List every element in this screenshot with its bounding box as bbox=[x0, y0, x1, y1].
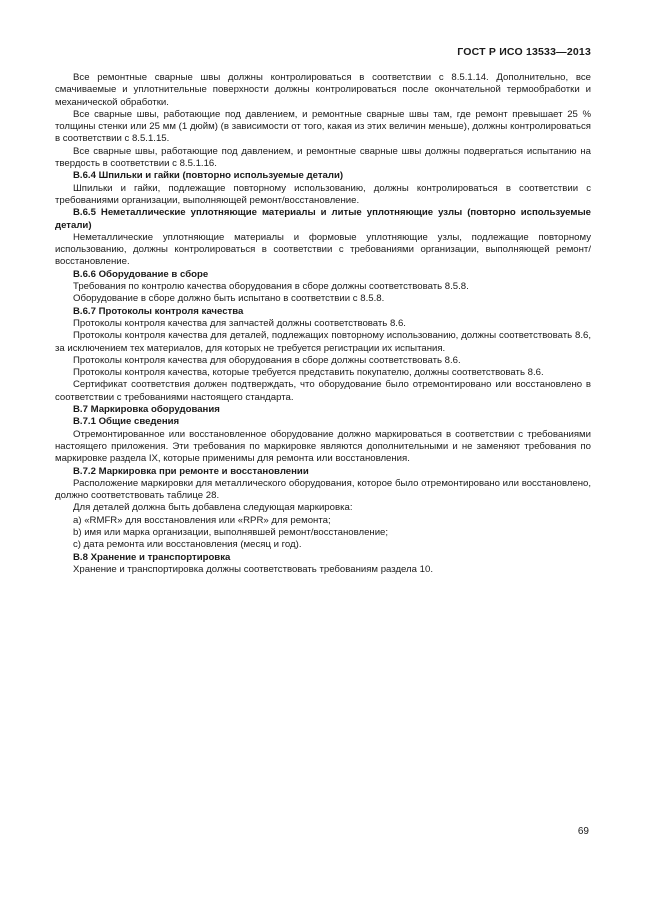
paragraph: Все ремонтные сварные швы должны контролироваться в соответствии с 8.5.1.14. Дополнительно, все смачиваемые и уплотнительные поверхности должны контролироваться после окончательной термообработки и механической обработки. bbox=[55, 72, 591, 108]
paragraph: Протоколы контроля качества, которые требуется представить покупателю, должны соответствовать 8.6. bbox=[73, 367, 544, 379]
section-heading: В.6.7 Протоколы контроля качества bbox=[73, 305, 244, 317]
section-heading: В.6.6 Оборудование в сборе bbox=[73, 268, 209, 280]
paragraph: Сертификат соответствия должен подтверждать, что оборудование было отремонтировано или восстановлено в соответствии с требованиями настоящего стандарта. bbox=[55, 379, 591, 403]
paragraph: Оборудование в сборе должно быть испытано в соответствии с 8.5.8. bbox=[73, 293, 385, 305]
section-heading: В.6.5 Неметаллические уплотняющие материалы и литые уплотняющие узлы (повторно используемые детали) bbox=[55, 207, 591, 231]
section-heading: В.6.4 Шпильки и гайки (повторно используемые детали) bbox=[73, 170, 344, 182]
page-number: 69 bbox=[577, 826, 589, 837]
paragraph: Шпильки и гайки, подлежащие повторному использованию, должны контролироваться в соответствии с требованиями организации, выполняющей ремонт/восстановление. bbox=[55, 182, 591, 206]
paragraph: Все сварные швы, работающие под давлением, и ремонтные сварные швы должны подвергаться испытанию на твердость в соответствии с 8.5.1.16. bbox=[55, 145, 591, 170]
paragraph: Для деталей должна быть добавлена следующая маркировка: bbox=[73, 502, 353, 514]
document-body bbox=[55, 72, 591, 576]
list-item: c) дата ремонта или восстановления (месяц и год). bbox=[73, 539, 302, 551]
paragraph: Протоколы контроля качества для запчастей должны соответствовать 8.6. bbox=[73, 317, 406, 329]
document-header: ГОСТ Р ИСО 13533—2013 bbox=[457, 46, 591, 58]
list-item: b) имя или марка организации, выполнявшей ремонт/восстановление; bbox=[73, 526, 389, 538]
paragraph: Требования по контролю качества оборудования в сборе должны соответствовать 8.5.8. bbox=[73, 281, 469, 293]
section-heading: В.7.1 Общие сведения bbox=[73, 416, 180, 428]
section-heading: В.7 Маркировка оборудования bbox=[73, 404, 220, 416]
list-item: a) «RMFR» для восстановления или «RPR» для ремонта; bbox=[73, 514, 331, 526]
paragraph: Отремонтированное или восстановленное оборудование должно маркироваться в соответствии с требованиями настоящего приложения. Эти требования по маркировке являются дополнительными и не заменяют требования по маркировке раздела IX, которые применимы для ремонта или восстановления. bbox=[55, 428, 591, 465]
paragraph: Протоколы контроля качества для деталей, подлежащих повторному использованию, должны соответствовать 8.6, за исключением тех материалов, для которых не требуется регистрации их испытания. bbox=[55, 330, 591, 354]
section-heading: В.8 Хранение и транспортировка bbox=[73, 551, 231, 563]
section-heading: В.7.2 Маркировка при ремонте и восстановлении bbox=[73, 465, 309, 477]
paragraph: Протоколы контроля качества для оборудования в сборе должны соответствовать 8.6. bbox=[73, 354, 461, 366]
paragraph: Неметаллические уплотняющие материалы и формовые уплотняющие узлы, подлежащие повторному использованию, должны контролироваться в соответствии с требованиями организации, выполняющей ремонт/восстановление. bbox=[55, 231, 591, 268]
paragraph: Все сварные швы, работающие под давлением, и ремонтные сварные швы там, где ремонт превышает 25 % толщины стенки или 25 мм (1 дюйм) (в зависимости от того, какая из этих величин меньше), должны контролироваться в соответствии с 8.5.1.15. bbox=[55, 108, 591, 145]
paragraph: Расположение маркировки для металлического оборудования, которое было отремонтировано или восстановлено, должно соответствовать таблице 28. bbox=[55, 477, 591, 502]
paragraph: Хранение и транспортировка должны соответствовать требованиям раздела 10. bbox=[73, 563, 433, 575]
